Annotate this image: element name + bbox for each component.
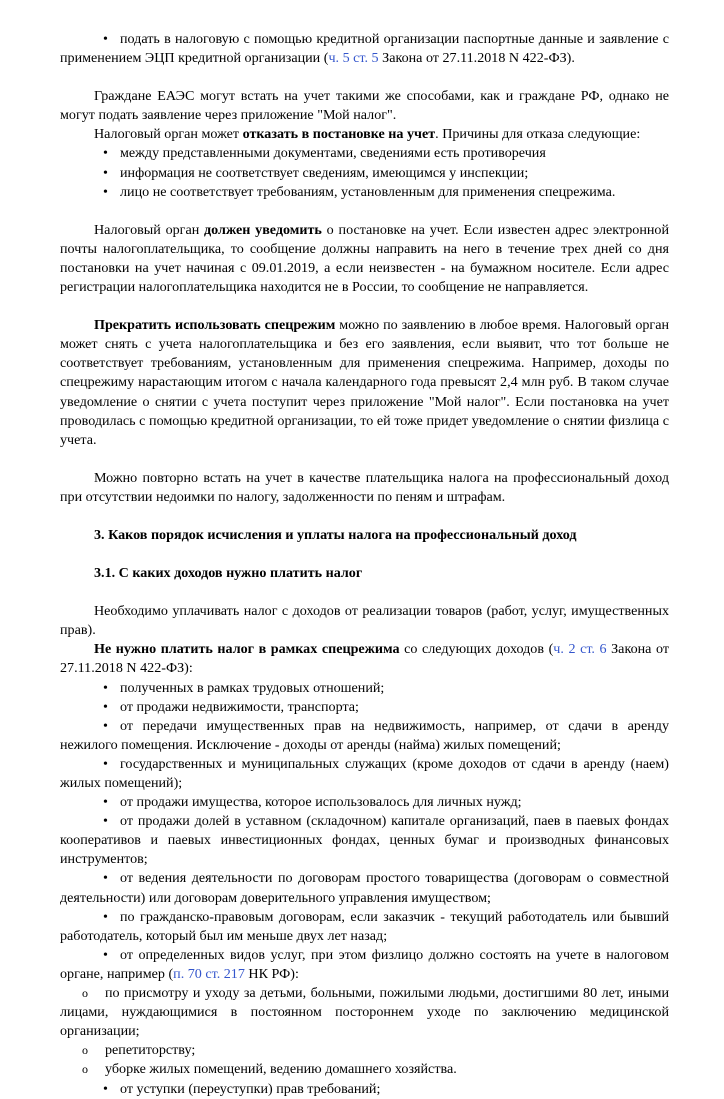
text-run: от продажи долей в уставном (складочном) капитале организаций, паев в паевых фондах кооперативов и паевых инвестиционных фондах, ценных бумаг и производных финансовых инструментов; — [60, 813, 669, 868]
text-run: Закона от 27.11.2018 N 422-ФЗ). — [378, 50, 575, 67]
text-run: со следующих доходов ( — [399, 641, 554, 658]
bullet-icon: • — [103, 145, 108, 162]
text-run: Налоговый орган — [94, 221, 205, 238]
section-heading — [60, 564, 669, 583]
text-run: от определенных видов услуг, при этом физлицо должно состоять на учете в налоговом органе, например ( — [60, 946, 669, 982]
emphasis-text: 3. Каков порядок исчисления и уплаты налога на профессиональный доход — [94, 526, 577, 543]
bullet-icon: • — [103, 679, 108, 696]
emphasis-text: отказать в постановке на учет — [242, 126, 436, 143]
list-item — [60, 144, 669, 163]
bullet-icon: • — [103, 183, 108, 200]
paragraph-spacer — [60, 68, 669, 87]
hollow-bullet-icon: o — [82, 986, 88, 1001]
text-run: от продажи имущества, которое использовалось для личных нужд; — [120, 794, 522, 811]
list-item-text — [60, 869, 669, 907]
body-paragraph — [60, 87, 669, 125]
text-run: Можно повторно встать на учет в качестве плательщика налога на профессиональный доход при отсутствии недоимки по налогу, задолженности по пеням и штрафам. — [60, 469, 669, 505]
text-run: от ведения деятельности по договорам простого товарищества (договорам о совместной деятельности) или договорам доверительного управления имуществом; — [60, 870, 669, 906]
list-item — [60, 717, 669, 755]
bullet-icon: • — [103, 698, 108, 715]
text-run: по присмотру и уходу за детьми, больными, пожилыми людьми, достигшими 80 лет, иными лицами, нуждающимися в постоянном постороннем уходе по заключению медицинской организации; — [60, 985, 669, 1040]
text-run: Закона от 27.11.2018 N 422-ФЗ): — [60, 641, 670, 677]
text-run: НК РФ): — [244, 965, 299, 982]
paragraph-spacer — [60, 450, 669, 469]
list-item-text — [60, 946, 669, 984]
body-paragraph — [60, 316, 669, 450]
bullet-icon: • — [103, 813, 108, 830]
legal-reference-link[interactable]: п. 70 ст. 217 — [173, 965, 245, 982]
list-item-text — [60, 1080, 669, 1099]
list-item — [60, 812, 669, 869]
paragraph-spacer — [60, 545, 669, 564]
text-run: . Причины для отказа следующие: — [435, 126, 641, 143]
text-run: от уступки (переуступки) прав требований; — [120, 1080, 381, 1097]
list-item — [60, 679, 669, 698]
text-run: репетиторству; — [105, 1042, 196, 1059]
text-run: государственных и муниципальных служащих (кроме доходов от сдачи в аренду (наем) жилых помещений); — [60, 755, 669, 791]
list-item-text — [60, 812, 669, 869]
list-item-text — [60, 1041, 669, 1060]
emphasis-text: Не нужно платить налог в рамках спецрежима — [94, 641, 400, 658]
list-item — [60, 164, 669, 183]
document-body — [60, 30, 669, 1099]
text-run: Граждане ЕАЭС могут встать на учет такими же способами, как и граждане РФ, однако не могут подать заявление через приложение "Мой налог". — [60, 88, 669, 124]
text-run: лицо не соответствует требованиям, установленным для применения спецрежима. — [120, 183, 616, 200]
paragraph-spacer — [60, 297, 669, 316]
sub-list-item — [60, 1060, 669, 1079]
list-item — [60, 793, 669, 812]
list-item-text — [60, 144, 669, 163]
body-paragraph — [60, 640, 669, 678]
hollow-bullet-icon: o — [82, 1062, 88, 1077]
list-item-text — [60, 698, 669, 717]
emphasis-text: 3.1. С каких доходов нужно платить налог — [94, 565, 363, 582]
hollow-bullet-icon: o — [82, 1043, 88, 1058]
list-item-text — [60, 793, 669, 812]
list-item — [60, 183, 669, 202]
body-paragraph — [60, 125, 669, 144]
list-item — [60, 755, 669, 793]
body-paragraph — [60, 221, 669, 297]
paragraph-spacer — [60, 202, 669, 221]
list-item-text — [60, 164, 669, 183]
list-item-text — [60, 1060, 669, 1079]
list-item — [60, 946, 669, 984]
text-run: между представленными документами, сведениями есть противоречия — [120, 145, 546, 162]
bullet-icon: • — [103, 1080, 108, 1097]
list-item — [60, 30, 669, 68]
bullet-icon: • — [103, 870, 108, 887]
list-item-text — [60, 679, 669, 698]
list-item-text — [60, 30, 669, 68]
text-run: Необходимо уплачивать налог с доходов от реализации товаров (работ, услуг, имущественных прав). — [60, 603, 669, 639]
text-run: информация не соответствует сведениям, имеющимся у инспекции; — [120, 164, 529, 181]
text-run: полученных в рамках трудовых отношений; — [120, 679, 385, 696]
bullet-icon: • — [103, 908, 108, 925]
bullet-icon: • — [103, 755, 108, 772]
sub-list-item — [60, 1041, 669, 1060]
bullet-icon: • — [103, 794, 108, 811]
bullet-icon: • — [103, 164, 108, 181]
list-item — [60, 869, 669, 907]
paragraph-spacer — [60, 583, 669, 602]
text-run: уборке жилых помещений, ведению домашнего хозяйства. — [105, 1061, 457, 1078]
text-run: можно по заявлению в любое время. Налоговый орган может снять с учета налогоплательщика и без его заявления, если выявит, что тот больше не соответствует требованиям, установленным для применения спецрежима. Например, доходы по спецрежиму нарастающим итогом с начала календарного года превысят 2,4 млн руб. В таком случае уведомление о снятии с учета поступит через приложение "Мой налог". Если постановка на учет проводилась с помощью кредитной организации, то ей тоже придет уведомление о снятии физлица с учета. — [60, 317, 669, 448]
list-item-text — [60, 908, 669, 946]
list-item-text — [60, 984, 669, 1041]
list-item-text — [60, 183, 669, 202]
text-run: Налоговый орган может — [94, 126, 243, 143]
text-run: о постановке на учет. Если известен адрес электронной почты налогоплательщика, то сообщение должны направить на него в течение трех дней со дня постановки на учет начиная с 09.01.2019, а если неизвестен - на бумажном носителе. Если адрес регистрации налогоплательщика находится не в России, то сообщение не направляется. — [60, 221, 670, 296]
legal-reference-link[interactable]: ч. 5 ст. 5 — [328, 50, 379, 67]
emphasis-text: должен уведомить — [204, 221, 322, 238]
text-run: от передачи имущественных прав на недвижимость, например, от сдачи в аренду нежилого помещения. Исключение - доходы от аренды (найма) жилых помещений; — [60, 717, 669, 753]
list-item — [60, 1080, 669, 1099]
legal-reference-link[interactable]: ч. 2 ст. 6 — [553, 641, 607, 658]
text-run: подать в налоговую с помощью кредитной организации паспортные данные и заявление с применением ЭЦП кредитной организации ( — [60, 31, 669, 67]
bullet-icon: • — [103, 946, 108, 963]
body-paragraph — [60, 602, 669, 640]
emphasis-text: Прекратить использовать спецрежим — [94, 317, 336, 334]
bullet-icon: • — [103, 31, 108, 47]
paragraph-spacer — [60, 507, 669, 526]
section-heading — [60, 526, 669, 545]
body-paragraph — [60, 469, 669, 507]
text-run: от продажи недвижимости, транспорта; — [120, 698, 359, 715]
list-item — [60, 698, 669, 717]
list-item — [60, 908, 669, 946]
list-item-text — [60, 755, 669, 793]
bullet-icon: • — [103, 717, 108, 734]
list-item-text — [60, 717, 669, 755]
sub-list-item — [60, 984, 669, 1041]
text-run: по гражданско-правовым договорам, если заказчик - текущий работодатель или бывший работодатель, который был им меньше двух лет назад; — [60, 908, 669, 944]
